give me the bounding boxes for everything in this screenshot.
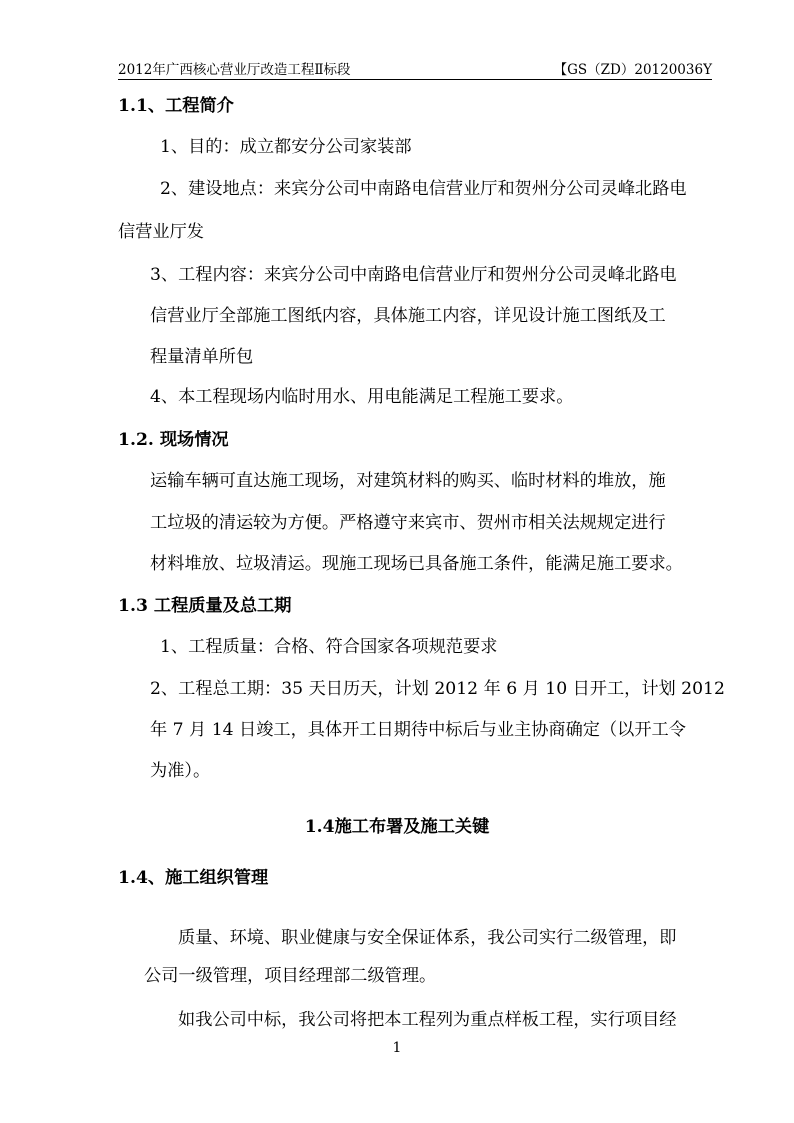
s14-paragraph1-line1: 质量、环境、职业健康与安全保证体系，我公司实行二级管理，即 (178, 928, 677, 948)
s13-item-duration-line1: 2、工程总工期：35 天日历天，计划 2012 年 6 月 10 日开工，计划 2012 (150, 679, 725, 699)
s11-item-content-line3: 程量清单所包 (150, 347, 254, 367)
section-1-2-heading: 1.2. 现场情况 (118, 430, 229, 450)
section-1-1-heading: 1.1、工程简介 (118, 96, 234, 116)
s11-item-utilities: 4、本工程现场内临时用水、用电能满足工程施工要求。 (150, 387, 574, 407)
s12-paragraph-line1: 运输车辆可直达施工现场，对建筑材料的购买、临时材料的堆放，施 (150, 471, 666, 491)
s12-paragraph-line2: 工垃圾的清运较为方便。严格遵守来宾市、贺州市相关法规规定进行 (150, 513, 666, 533)
s11-item-location-line2: 信营业厅发 (118, 222, 204, 242)
s12-paragraph-line3: 材料堆放、垃圾清运。现施工现场已具备施工条件，能满足施工要求。 (150, 554, 683, 574)
header-project-title: 2012年广西核心营业厅改造工程Ⅱ标段 (118, 62, 351, 78)
section-1-4-center-heading: 1.4施工布署及施工关键 (304, 817, 490, 837)
s13-item-duration-line2: 年 7 月 14 日竣工，具体开工日期待中标后与业主协商确定（以开工令 (150, 720, 686, 740)
header-document-code: 【GS（ZD）20120036Y (553, 62, 712, 78)
s13-item-quality: 1、工程质量：合格、符合国家各项规范要求 (160, 637, 498, 657)
s11-item-content-line2: 信营业厅全部施工图纸内容，具体施工内容，详见设计施工图纸及工 (150, 306, 666, 326)
section-1-3-heading: 1.3 工程质量及总工期 (118, 596, 292, 616)
s11-item-content-line1: 3、工程内容：来宾分公司中南路电信营业厅和贺州分公司灵峰北路电 (150, 265, 677, 285)
s14-paragraph1-line2: 公司一级管理，项目经理部二级管理。 (144, 966, 437, 986)
s13-item-duration-line3: 为准）。 (150, 761, 211, 781)
s14-paragraph2-line1: 如我公司中标，我公司将把本工程列为重点样板工程，实行项目经 (178, 1010, 677, 1030)
section-1-4-heading: 1.4、施工组织管理 (118, 868, 269, 888)
s11-item-location-line1: 2、建设地点：来宾分公司中南路电信营业厅和贺州分公司灵峰北路电 (160, 179, 687, 199)
page-number: 1 (392, 1040, 402, 1056)
header-rule (118, 79, 712, 80)
s11-item-purpose: 1、目的：成立都安分公司家装部 (160, 137, 412, 157)
